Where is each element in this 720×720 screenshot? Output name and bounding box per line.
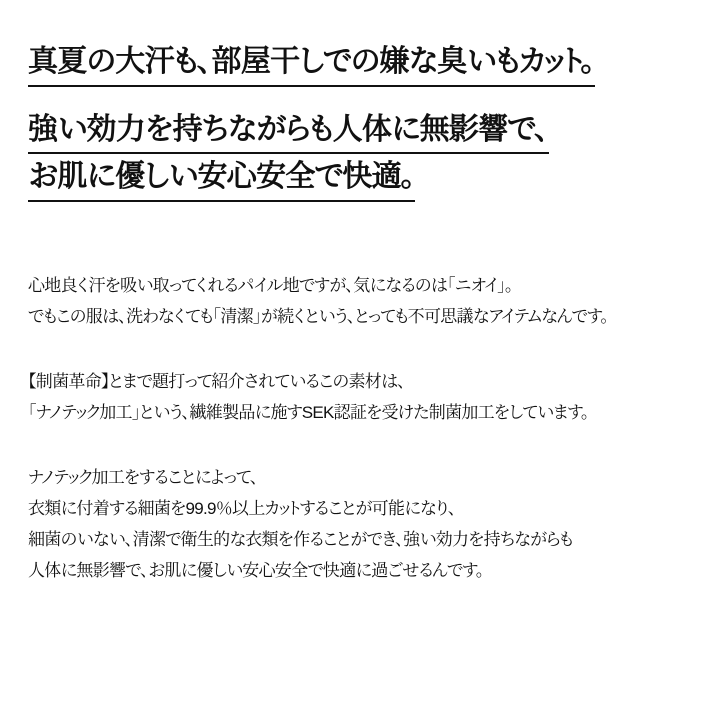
text-line: 人体に無影響で、お肌に優しい安心安全で快適に過ごせるんです。 bbox=[28, 560, 484, 580]
headline-safety-line2 bbox=[28, 160, 700, 202]
headline-odor-cut bbox=[28, 45, 700, 87]
text-line: 心地良く汗を吸い取ってくれるパイル地ですが、気になるのは「ニオイ」。 bbox=[28, 275, 513, 295]
headline-safety-line1-text: 強い効力を持ちながらも人体に無影響で、 bbox=[28, 113, 549, 155]
paragraph-pile-fabric bbox=[28, 270, 700, 332]
text-line: 衣類に付着する細菌を99.9％以上カットすることが可能になり、 bbox=[28, 498, 456, 518]
paragraph-nanotech bbox=[28, 462, 700, 586]
sub-headline-block bbox=[28, 113, 700, 202]
text-line: 細菌のいない、清潔で衛生的な衣類を作ることができ、強い効力を持ちながらも bbox=[28, 529, 573, 549]
main-headline-block bbox=[28, 45, 700, 87]
headline-safety-line2-text: お肌に優しい安心安全で快適。 bbox=[28, 160, 415, 202]
text-line: 「ナノテック加工」という、繊維製品に施すSEK認証を受けた制菌加工をしています。 bbox=[28, 402, 589, 422]
text-line: ナノテック加工をすることによって、 bbox=[28, 467, 258, 487]
text-line: でもこの服は、洗わなくても「清潔」が続くという、とっても不可思議なアイテムなんです。 bbox=[28, 306, 609, 326]
headline-odor-cut-text: 真夏の大汗も、部屋干しでの嫌な臭いもカット。 bbox=[28, 45, 595, 87]
body-copy-section bbox=[28, 270, 700, 586]
text-line: 【制菌革命】とまで題打って紹介されているこの素材は、 bbox=[28, 371, 406, 391]
paragraph-seikin-kakumei bbox=[28, 366, 700, 428]
headline-safety-line1 bbox=[28, 113, 700, 155]
